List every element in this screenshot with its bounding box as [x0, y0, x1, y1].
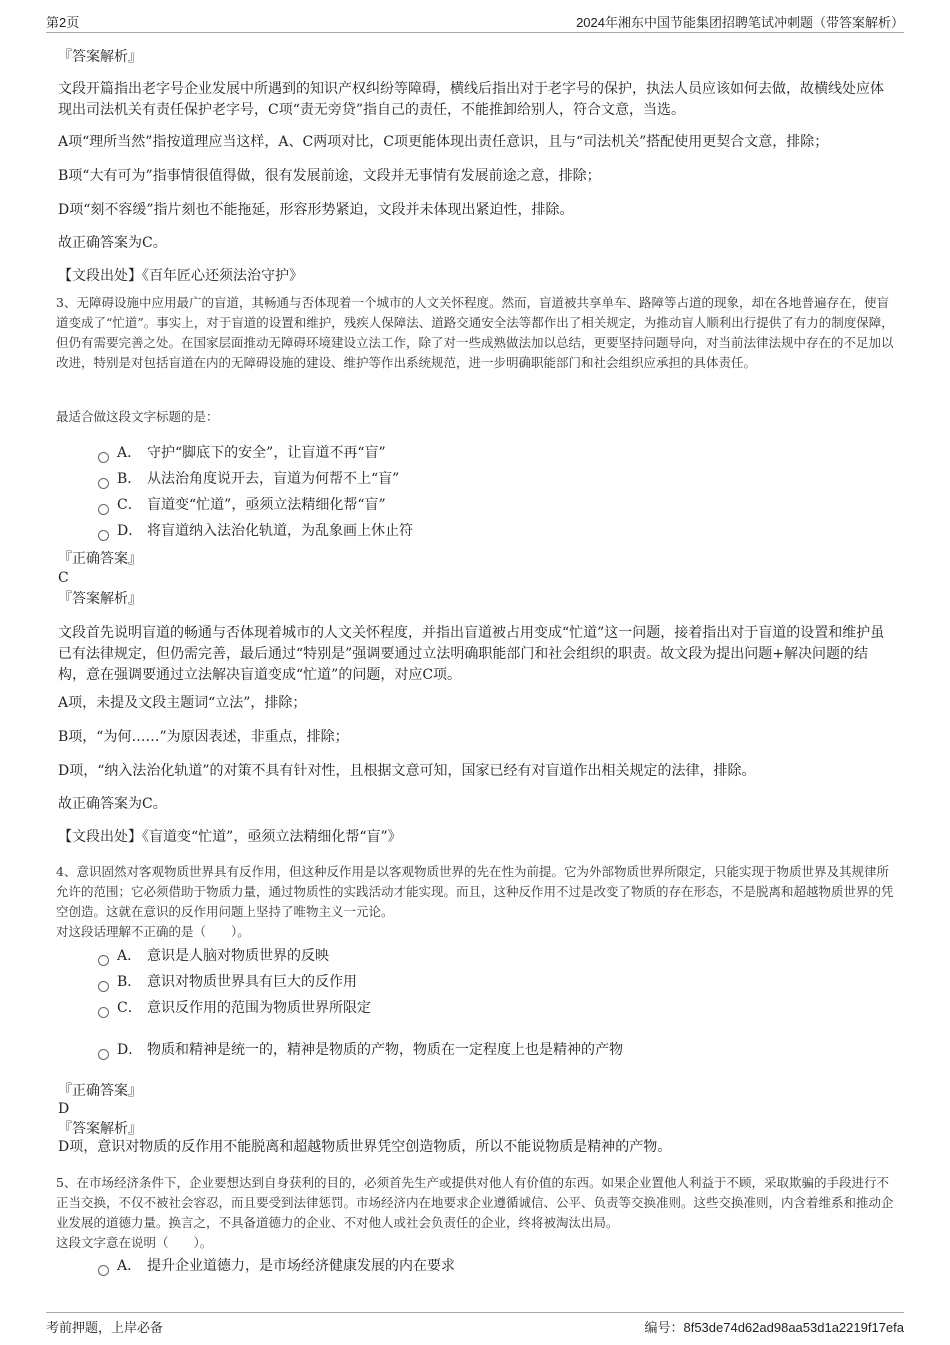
analysis-paragraph: 文段开篇指出老字号企业发展中所遇到的知识产权纠纷等障碍，横线后指出对于老字号的保护，执法人员应该如何去做，故横线处应体现出司法机关有责任保护老字号，C项“责无旁贷”指自己的责任，不能推卸给别人，符合文意，当选。 — [58, 81, 884, 118]
correct-answer-label: 『正确答案』 — [58, 1083, 142, 1099]
analysis-label: 『答案解析』 — [58, 49, 142, 65]
source-citation: 【文段出处】《百年匠心还须法治守护》 — [58, 268, 303, 284]
correct-answer: D — [58, 1101, 70, 1117]
analysis-paragraph: D项，意识对物质的反作用不能脱离和超越物质世界凭空创造物质，所以不能说物质是精神的产物。 — [58, 1139, 672, 1155]
radio-icon[interactable] — [98, 1049, 109, 1060]
analysis-paragraph: 文段首先说明盲道的畅通与否体现着城市的人文关怀程度，并指出盲道被占用变成“忙道”这一问题，接着指出对于盲道的设置和维护虽已有法律规定，但仍需完善，最后通过“特别是”强调要通过立法明确职能部门和社会组织的职责。故文段为提出问题+解决问题的结构，意在强调要通过立法解决盲道变成“忙道”的问题，对应C项。 — [58, 625, 885, 683]
option-a[interactable]: A． 意识是人脑对物质世界的反映 — [98, 946, 329, 966]
analysis-label: 『答案解析』 — [58, 591, 142, 607]
radio-icon[interactable] — [98, 452, 109, 463]
option-b[interactable]: B． 意识对物质世界具有巨大的反作用 — [98, 972, 357, 992]
radio-icon[interactable] — [98, 1265, 109, 1276]
radio-icon[interactable] — [98, 1007, 109, 1018]
footer-slogan: 考前押题，上岸必备 — [46, 1320, 164, 1335]
option-c[interactable]: C． 盲道变“忙道”，亟须立法精细化帮“盲” — [98, 495, 386, 515]
analysis-paragraph: D项，“纳入法治化轨道”的对策不具有针对性，且根据文意可知，国家已经有对盲道作出相关规定的法律，排除。 — [58, 763, 756, 779]
radio-icon[interactable] — [98, 530, 109, 541]
question-prompt: 这段文字意在说明（ ）。 — [56, 1235, 213, 1250]
document-id: 编号：8f53de74d62ad98aa53d1a2219f17efa — [644, 1320, 904, 1335]
correct-answer-label: 『正确答案』 — [58, 551, 142, 567]
question-prompt: 最适合做这段文字标题的是： — [56, 409, 219, 424]
analysis-paragraph: B项“大有可为”指事情很值得做，很有发展前途，文段并无事情有发展前途之意，排除； — [58, 168, 601, 184]
analysis-paragraph: A项，未提及文段主题词“立法”，排除； — [58, 695, 307, 711]
radio-icon[interactable] — [98, 955, 109, 966]
radio-icon[interactable] — [98, 504, 109, 515]
question-prompt: 对这段话理解不正确的是（ ）。 — [56, 924, 250, 939]
option-d[interactable]: D． 物质和精神是统一的，精神是物质的产物，物质在一定程度上也是精神的产物 — [98, 1040, 623, 1060]
question-stem: 3、无障碍设施中应用最广的盲道，其畅通与否体现着一个城市的人文关怀程度。然而，盲道被共享单车、路障等占道的现象，却在各地普遍存在，使盲道变成了“忙道”。事实上，对于盲道的设置和维护，残疾人保障法、道路交通安全法等都作出了相关规定，为推动盲人顺利出行提供了有力的制度保障，但仍有需要完善之处。在国家层面推动无障碍环境建设立法工作，除了对一些成熟做法加以总结，更要坚持问题导向，对当前法律法规中存在的不足加以改进，特别是对包括盲道在内的无障碍设施的建设、维护等作出系统规范，进一步明确职能部门和社会组织应承担的具体责任。 — [56, 295, 894, 370]
analysis-conclusion: 故正确答案为C。 — [58, 796, 167, 812]
page-header — [46, 12, 904, 33]
option-c[interactable]: C． 意识反作用的范围为物质世界所限定 — [98, 998, 371, 1018]
page-number: 第2页 — [46, 15, 80, 30]
document-title: 2024年湘东中国节能集团招聘笔试冲刺题（带答案解析） — [576, 15, 904, 30]
correct-answer: C — [58, 570, 69, 586]
option-a[interactable]: A． 提升企业道德力，是市场经济健康发展的内在要求 — [98, 1256, 455, 1276]
analysis-paragraph: A项“理所当然”指按道理应当这样，A、C两项对比，C项更能体现出责任意识，且与“司法机关”搭配使用更契合文意，排除； — [58, 134, 829, 150]
analysis-label: 『答案解析』 — [58, 1121, 142, 1137]
question-stem: 5、在市场经济条件下，企业要想达到自身获利的目的，必须首先生产或提供对他人有价值的东西。如果企业置他人利益于不顾，采取欺骗的手段进行不正当交换，不仅不被社会容忍，而且要受到法律惩罚。市场经济内在地要求企业遵循诚信、公平、负责等交换准则。这些交换准则，内含着维系和推动企业发展的道德力量。换言之，不具备道德力的企业、不对他人或社会负责任的企业，终将被淘汰出局。 — [56, 1175, 894, 1230]
radio-icon[interactable] — [98, 478, 109, 489]
page-footer — [46, 1312, 904, 1337]
radio-icon[interactable] — [98, 981, 109, 992]
analysis-paragraph: B项，“为何……”为原因表述，非重点，排除； — [58, 729, 349, 745]
analysis-conclusion: 故正确答案为C。 — [58, 235, 167, 251]
option-d[interactable]: D． 将盲道纳入法治化轨道，为乱象画上休止符 — [98, 521, 413, 541]
option-a[interactable]: A． 守护“脚底下的安全”，让盲道不再“盲” — [98, 443, 386, 463]
option-b[interactable]: B． 从法治角度说开去，盲道为何帮不上“盲” — [98, 469, 399, 489]
analysis-paragraph: D项“刻不容缓”指片刻也不能拖延，形容形势紧迫，文段并未体现出紧迫性，排除。 — [58, 202, 574, 218]
source-citation: 【文段出处】《盲道变“忙道”，亟须立法精细化帮“盲”》 — [58, 829, 402, 845]
question-stem: 4、意识固然对客观物质世界具有反作用，但这种反作用是以客观物质世界的先在性为前提。它为外部物质世界所限定，只能实现于物质世界及其规律所允许的范围；它必须借助于物质力量，通过物质性的实践活动才能实现。而且，这种反作用不过是改变了物质的存在形态，不是脱离和超越物质世界的凭空创造。这就在意识的反作用问题上坚持了唯物主义一元论。 — [56, 864, 894, 919]
